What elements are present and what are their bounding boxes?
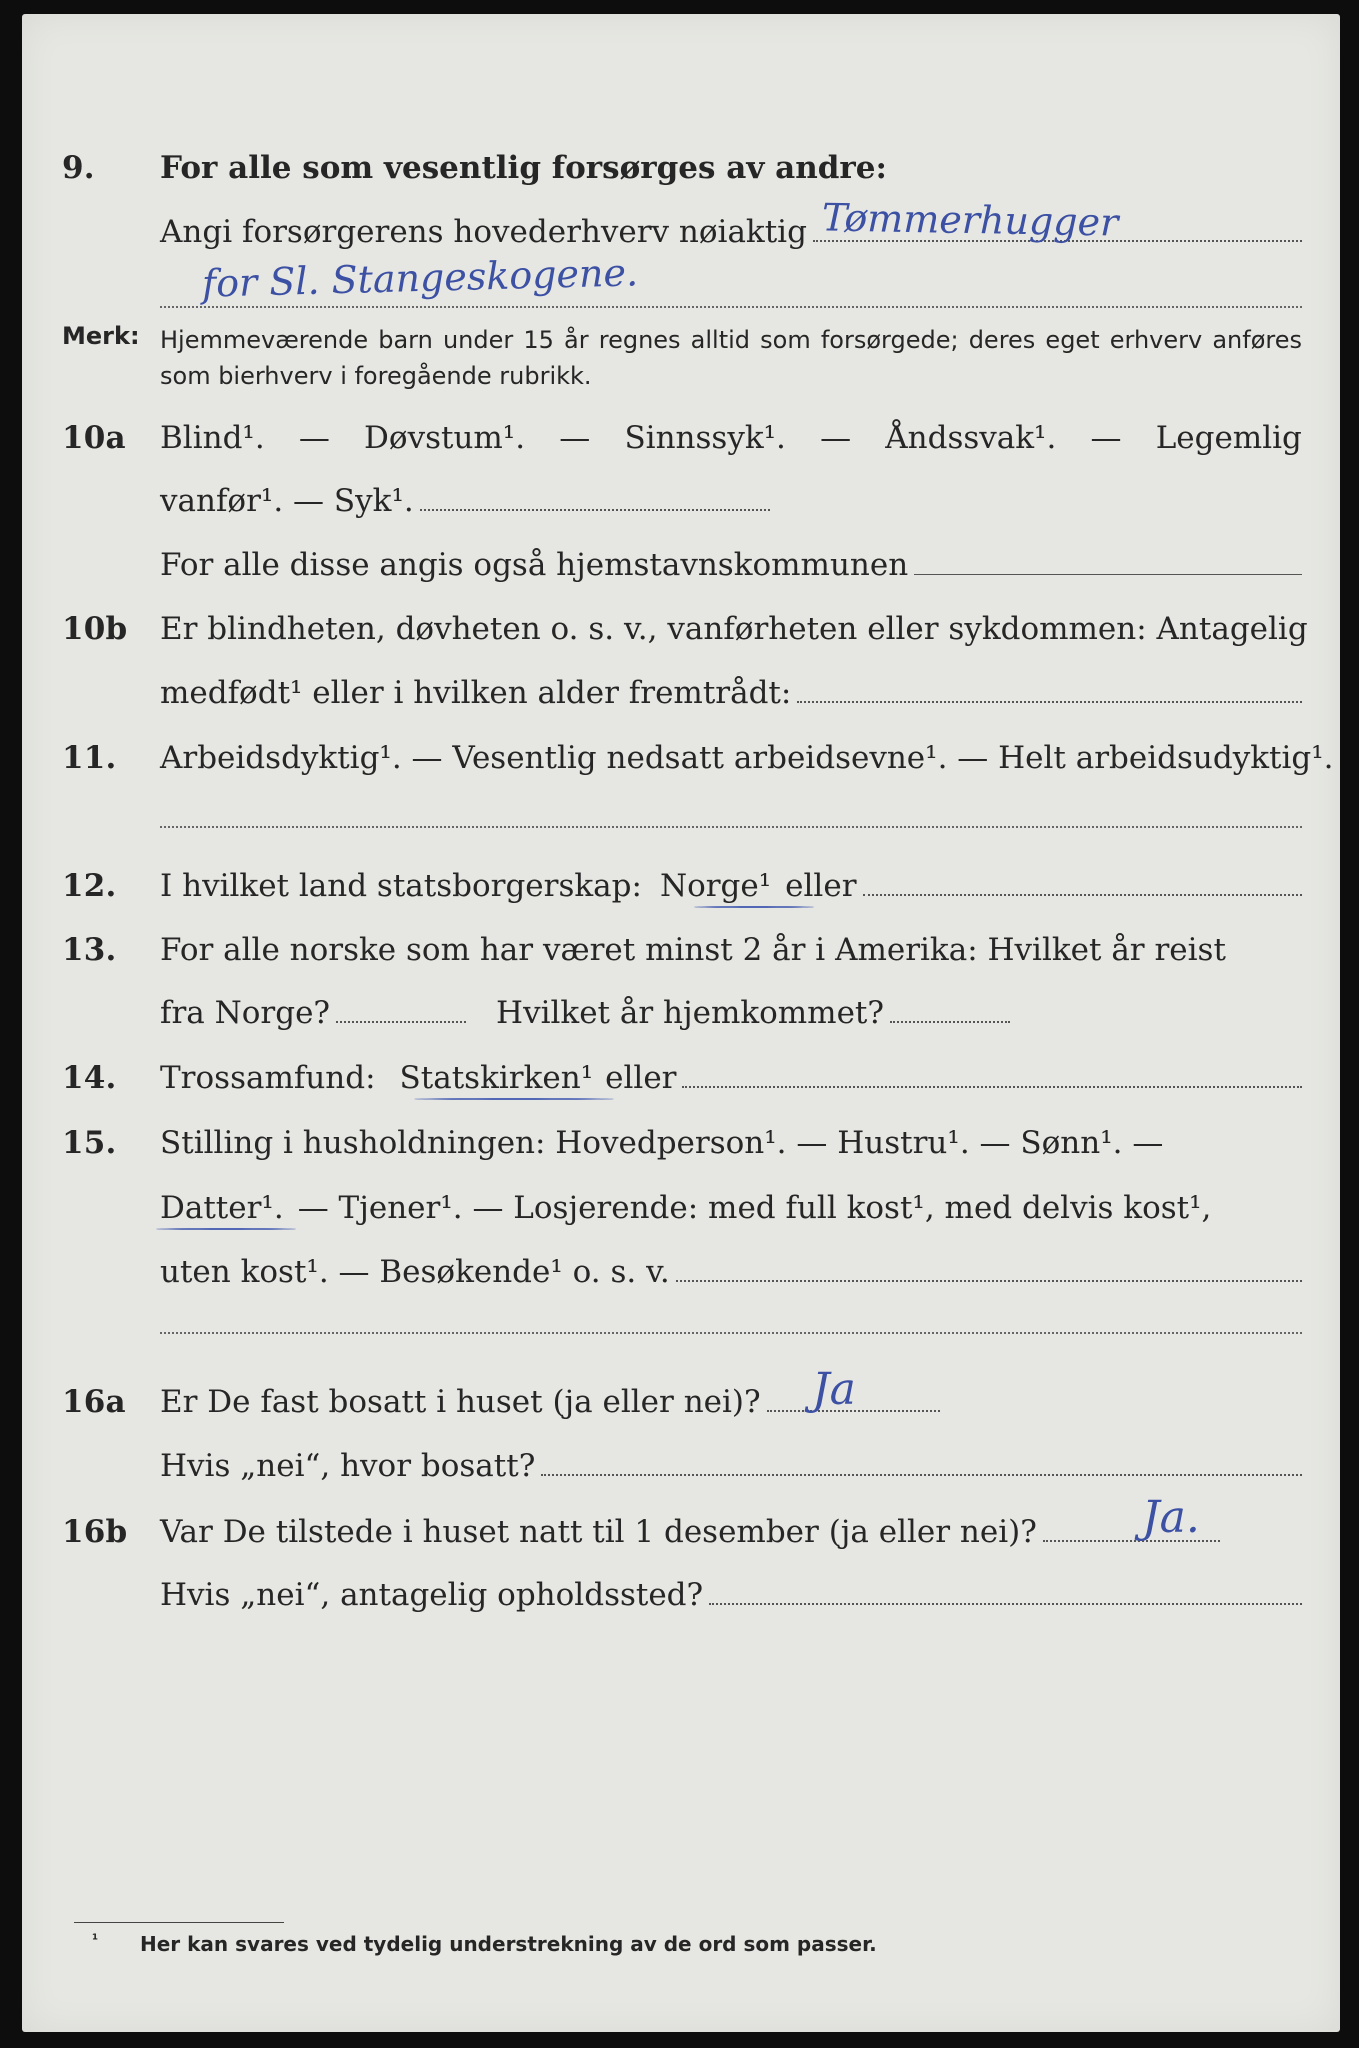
q11-row [22, 734, 1340, 784]
merk-label: Merk: [62, 322, 140, 350]
q10a-option-legemlig[interactable]: Legemlig [1155, 420, 1302, 456]
q15-options-1[interactable]: Stilling i husholdningen: Hovedperson¹. — Hustru¹. — Sønn¹. — [160, 1125, 1164, 1161]
q9-prompt-row [22, 195, 1340, 258]
footnote-marker: ¹ [92, 1932, 99, 1948]
q14-handwritten-underline [414, 1098, 614, 1100]
q9-answer-field-2[interactable] [160, 306, 1302, 308]
q10a-dash: — [1090, 420, 1122, 456]
q10a-row-1 [22, 414, 1340, 464]
q14-row [22, 1054, 1340, 1104]
q14-line [160, 1060, 1302, 1096]
q9-prompt: Angi forsørgerens hovederhverv nøiaktig [160, 214, 807, 250]
q16b-opholdssted-label: Hvis „nei“, antagelig opholdssted? [160, 1577, 704, 1613]
q10b-question: Er blindheten, døvheten o. s. v., vanførheten eller sykdommen: Antagelig [160, 611, 1308, 647]
q10a-syk-field[interactable] [420, 509, 770, 511]
q12-handwritten-underline [694, 906, 814, 908]
q16a-question: Er De fast bosatt i huset (ja eller nei)? [160, 1384, 761, 1420]
q15-number: 15. [62, 1125, 117, 1161]
q16b-number: 16b [62, 1514, 128, 1550]
q10a-option-dovstum[interactable]: Døvstum¹. [364, 420, 526, 456]
q9-title-row [22, 144, 1340, 194]
q10b-line-1 [160, 611, 1308, 647]
q16a-answer-handwritten: Ja [812, 1364, 856, 1415]
q16b-opholdssted-field[interactable] [709, 1603, 1302, 1605]
q15-line-2 [160, 1190, 1302, 1226]
q10a-option-blind[interactable]: Blind¹. [160, 420, 265, 456]
q13-row-2 [22, 989, 1340, 1039]
q16a-number: 16a [62, 1384, 126, 1420]
q10a-row-2 [22, 477, 1340, 527]
q13-row-1 [22, 926, 1340, 976]
q12-row [22, 862, 1340, 912]
q13-reist-label: fra Norge? [160, 995, 331, 1031]
q10b-row-2 [22, 669, 1340, 719]
q16b-row-2 [22, 1571, 1340, 1621]
q10a-line-2 [160, 483, 770, 519]
q10a-dash: — [298, 420, 330, 456]
q10a-hjemstavn-label: For alle disse angis også hjemstavnskommunen [160, 547, 909, 583]
q16a-line-2 [160, 1448, 1302, 1484]
q16a-row-2 [22, 1442, 1340, 1492]
q9-number: 9. [62, 150, 95, 186]
q15-handwritten-underline [156, 1228, 296, 1230]
q16a-row-1 [22, 1364, 1340, 1428]
q9-title-text: For alle som vesentlig forsørges av andre: [160, 150, 887, 186]
footnote-rule [74, 1922, 284, 1923]
merk-text: Hjemmeværende barn under 15 år regnes alltid som forsørgede; deres eget erhverv anføres som bierhverv i foregående rubrikk. [160, 326, 1302, 390]
q15-row-2 [22, 1184, 1340, 1234]
q13-line-1 [160, 932, 1302, 968]
q10b-alder-label: medfødt¹ eller i hvilken alder fremtrådt: [160, 675, 792, 711]
q15-row-3 [22, 1248, 1340, 1298]
q11-number: 11. [62, 740, 117, 776]
q10a-option-vanfor-syk[interactable]: vanfør¹. — Syk¹. [160, 483, 414, 519]
q16b-question: Var De tilstede i huset natt til 1 desember (ja eller nei)? [160, 1514, 1037, 1550]
q9-answer-handwritten-1: Tømmerhugger [821, 195, 1119, 245]
q10a-options [160, 420, 1302, 456]
q13-question: For alle norske som har været minst 2 år i Amerika: Hvilket år reist [160, 932, 1226, 968]
q11-answer-field[interactable] [160, 826, 1302, 828]
q13-line-2 [160, 995, 1010, 1031]
q10b-number: 10b [62, 611, 128, 647]
q14-option-statskirken[interactable]: Statskirken¹ [399, 1060, 594, 1096]
q9-title [160, 150, 1302, 186]
q16b-answer-handwritten: Ja. [1142, 1492, 1200, 1543]
q10b-row-1 [22, 605, 1340, 655]
footnote-text: Her kan svares ved tydelig understrekning av de ord som passer. [140, 1932, 877, 1956]
q14-other-field[interactable] [682, 1086, 1302, 1088]
q9-answer-handwritten-2: for Sl. Stangeskogene. [201, 250, 639, 306]
q16b-row-1 [22, 1492, 1340, 1558]
q15-line-3 [160, 1254, 1302, 1290]
q13-hjemkommet-label: Hvilket år hjemkommet? [496, 995, 885, 1031]
q14-number: 14. [62, 1060, 117, 1096]
q14-prefix: Trossamfund: [160, 1060, 376, 1096]
q15-line-1 [160, 1125, 1302, 1161]
q13-reist-field[interactable] [336, 1021, 466, 1023]
q15-options-3[interactable]: uten kost¹. — Besøkende¹ o. s. v. [160, 1254, 670, 1290]
q9-prompt-line [160, 214, 1302, 250]
q12-suffix: eller [785, 868, 857, 904]
form-page [22, 14, 1340, 2032]
q16b-line-1 [160, 1514, 1220, 1550]
q15-row-1 [22, 1119, 1340, 1169]
q10a-option-sinnssyk[interactable]: Sinnssyk¹. [624, 420, 786, 456]
q11-options[interactable]: Arbeidsdyktig¹. — Vesentlig nedsatt arbeidsevne¹. — Helt arbeidsudyktig¹. [160, 740, 1334, 776]
q15-option-datter[interactable]: Datter¹. [160, 1190, 284, 1226]
q13-hjemkommet-field[interactable] [890, 1021, 1010, 1023]
q10a-hjemstavn-field[interactable] [914, 574, 1302, 575]
q16a-bosatt-field[interactable] [541, 1474, 1302, 1476]
q10b-alder-field[interactable] [797, 701, 1302, 703]
q15-answer-field[interactable] [160, 1332, 1302, 1334]
q16a-bosatt-label: Hvis „nei“, hvor bosatt? [160, 1448, 536, 1484]
q13-number: 13. [62, 932, 117, 968]
q10b-line-2 [160, 675, 1302, 711]
census-form [22, 14, 1340, 2032]
q10a-dash: — [559, 420, 591, 456]
q10a-line-3 [160, 547, 1302, 583]
q12-line [160, 868, 1302, 904]
merk-note [22, 322, 1340, 402]
q16b-line-2 [160, 1577, 1302, 1613]
q12-number: 12. [62, 868, 117, 904]
q15-other-field[interactable] [676, 1280, 1302, 1282]
q12-prefix: I hvilket land statsborgerskap: [160, 868, 642, 904]
q10a-dash: — [820, 420, 852, 456]
q10a-option-andssvak[interactable]: Åndssvak¹. [885, 420, 1057, 456]
q12-option-norge[interactable]: Norge¹ [659, 868, 772, 904]
q15-options-2[interactable]: — Tjener¹. — Losjerende: med full kost¹, med delvis kost¹, [297, 1190, 1212, 1226]
q12-other-field[interactable] [863, 894, 1302, 896]
q9-answer-row-2 [22, 250, 1340, 314]
q14-suffix: eller [605, 1060, 677, 1096]
q10a-number: 10a [62, 420, 126, 456]
q10a-row-3 [22, 541, 1340, 591]
q11-line [160, 740, 1334, 776]
